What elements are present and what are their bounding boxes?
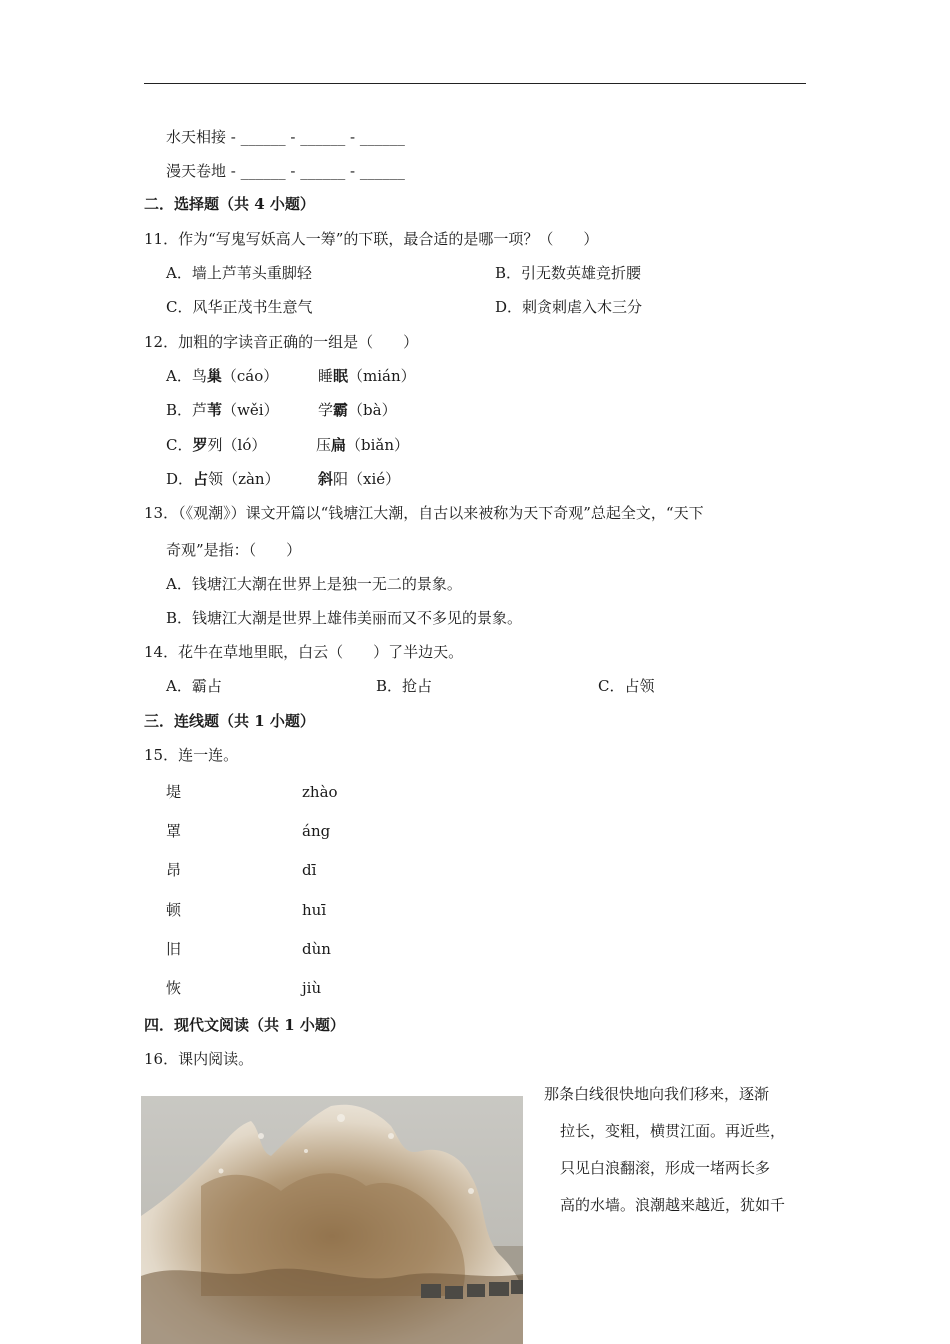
q12-option-c — [166, 435, 266, 455]
bold-char: 苇 — [207, 401, 223, 419]
passage-line: 高的水墙。浪潮越来越近，犹如千 — [560, 1196, 786, 1214]
q14-option-a: A．霸占 — [166, 677, 222, 695]
word-text: 芦 — [192, 401, 208, 419]
match-pinyin[interactable]: huī — [302, 901, 327, 919]
pinyin: （mián） — [348, 367, 416, 385]
q11-option-c: C．风华正茂书生意气 — [166, 298, 313, 316]
section-3-heading: 三．连线题（共 1 小题） — [144, 712, 315, 730]
q15-stem: 15．连一连。 — [144, 746, 239, 764]
q13-option-b: B．钱塘江大潮是世界上雄伟美丽而又不多见的景象。 — [166, 609, 523, 627]
match-char[interactable]: 罩 — [166, 822, 182, 840]
q14-stem: 14．花牛在草地里眠，白云（ ）了半边天。 — [144, 643, 464, 661]
option-letter: B． — [166, 401, 193, 419]
match-char[interactable]: 恢 — [166, 979, 182, 997]
q12-option-d — [166, 469, 280, 489]
bold-char: 巢 — [206, 367, 222, 385]
section-4-heading: 四．现代文阅读（共 1 小题） — [144, 1016, 345, 1034]
q11-stem: 11．作为“写鬼写妖高人一筹”的下联，最合适的是哪一项？（ ） — [144, 230, 599, 248]
word-text: 阳 — [333, 470, 349, 488]
match-char[interactable]: 堤 — [166, 783, 182, 801]
match-pinyin[interactable]: zhào — [302, 783, 338, 801]
option-letter: D． — [166, 470, 194, 488]
pinyin: （xié） — [348, 470, 401, 488]
pinyin: （zàn） — [223, 470, 280, 488]
passage-line: 那条白线很快地向我们移来，逐渐 — [544, 1085, 770, 1103]
pinyin: （wěi） — [222, 401, 279, 419]
word-text: 列 — [207, 436, 223, 454]
match-char[interactable]: 昂 — [166, 861, 182, 879]
pinyin: （bà） — [348, 401, 397, 419]
match-pinyin[interactable]: dī — [302, 861, 317, 879]
match-pinyin[interactable]: jiù — [302, 979, 322, 997]
q13-stem-line2: 奇观”是指：（ ） — [166, 541, 302, 559]
q12-option-d-word2 — [318, 469, 400, 489]
q14-option-c: C．占领 — [598, 677, 655, 695]
match-char[interactable]: 旧 — [166, 940, 182, 958]
q13-stem-line1: 13．（《观潮》）课文开篇以“钱塘江大潮，自古以来被称为天下奇观”总起全文，“天下 — [144, 504, 704, 522]
match-pinyin[interactable]: dùn — [302, 940, 331, 958]
section-2-heading: 二．选择题（共 4 小题） — [144, 195, 315, 213]
match-pinyin[interactable]: áng — [302, 822, 331, 840]
header-rule — [144, 83, 806, 84]
q12-option-c-word2 — [316, 435, 409, 455]
tidal-bore-photo — [141, 1096, 523, 1344]
q13-option-a: A．钱塘江大潮在世界上是独一无二的景象。 — [166, 575, 462, 593]
bold-char: 眠 — [333, 367, 349, 385]
q12-option-a — [166, 366, 278, 386]
bold-char: 斜 — [318, 470, 334, 488]
option-letter: A． — [166, 367, 192, 385]
q12-option-b-word2 — [318, 400, 397, 420]
word-text: 鸟 — [191, 367, 207, 385]
bold-char: 罗 — [192, 436, 208, 454]
word-text: 领 — [208, 470, 224, 488]
q11-option-b: B．引无数英雄竞折腰 — [495, 264, 642, 282]
pinyin: （cáo） — [221, 367, 279, 385]
bold-char: 扁 — [331, 436, 347, 454]
passage-line: 只见白浪翻滚，形成一堵两长多 — [560, 1159, 771, 1177]
word-text: 学 — [318, 401, 334, 419]
fill-line-1: 水天相接 - ______ - ______ - ______ — [166, 128, 405, 146]
option-letter: C． — [166, 436, 193, 454]
word-text: 睡 — [318, 367, 334, 385]
q11-option-d: D．刺贪刺虐入木三分 — [495, 298, 643, 316]
word-text: 压 — [316, 436, 332, 454]
bold-char: 占 — [193, 470, 209, 488]
q12-stem: 12．加粗的字读音正确的一组是（ ） — [144, 333, 419, 351]
q12-option-b — [166, 400, 279, 420]
q11-option-a: A．墙上芦苇头重脚轻 — [166, 264, 312, 282]
pinyin: （ló） — [222, 436, 267, 454]
q12-option-a-word2 — [318, 366, 416, 386]
pinyin: （biǎn） — [346, 436, 410, 454]
match-char[interactable]: 顿 — [166, 901, 182, 919]
q14-option-b: B．抢占 — [376, 677, 433, 695]
passage-line: 拉长，变粗，横贯江面。再近些， — [560, 1122, 786, 1140]
fill-line-2: 漫天卷地 - ______ - ______ - ______ — [166, 162, 405, 180]
q16-stem: 16．课内阅读。 — [144, 1050, 254, 1068]
bold-char: 霸 — [333, 401, 349, 419]
